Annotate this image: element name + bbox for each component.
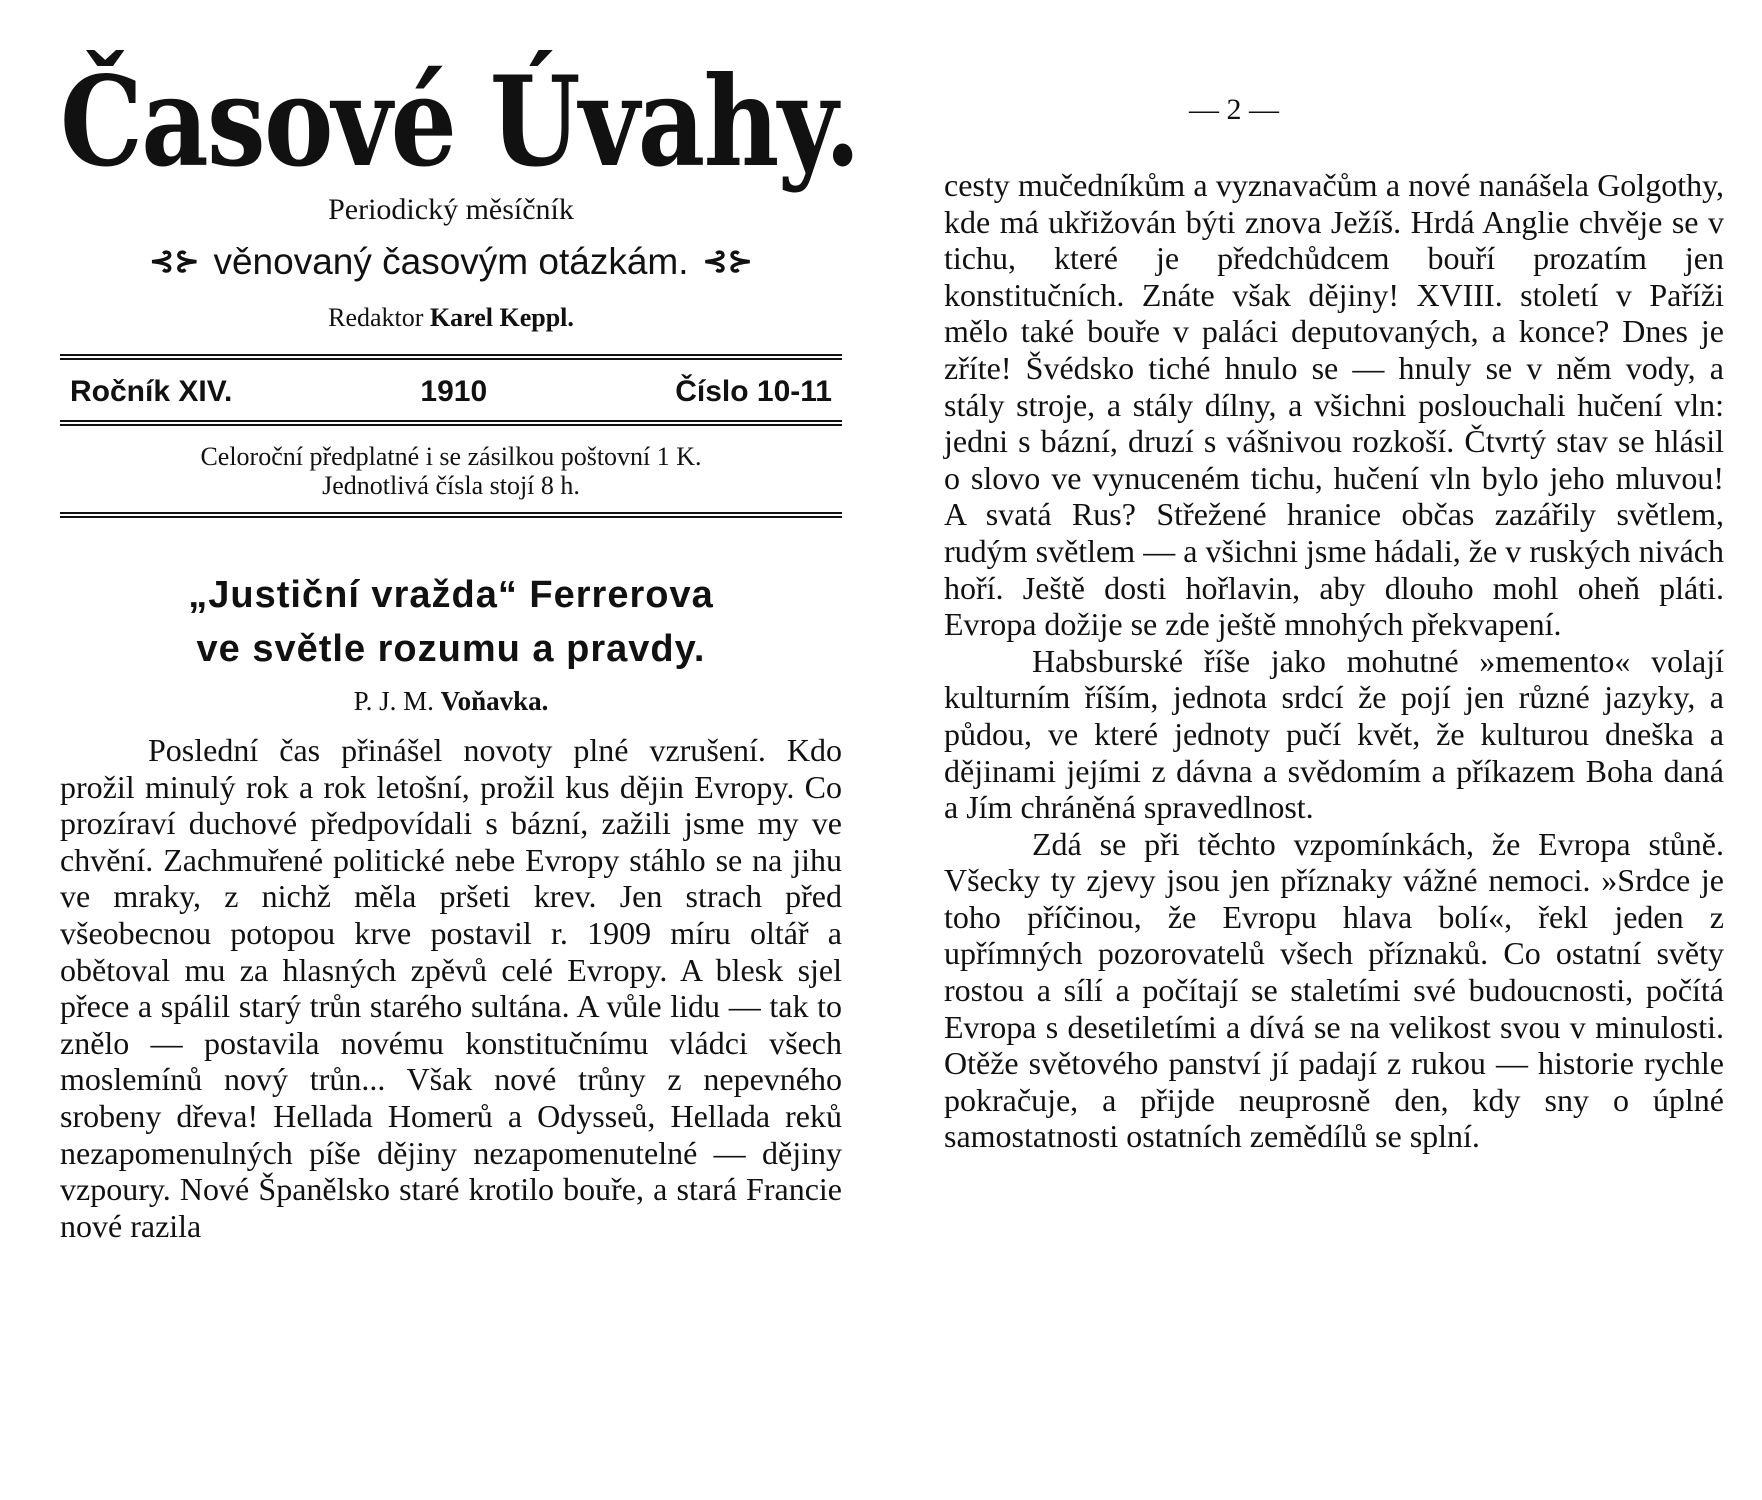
left-body-text — [60, 732, 842, 1244]
headline-line-1: „Justiční vražda“ Ferrerova — [188, 574, 714, 616]
subscription-line-2: Jednotlivá čísla stojí 8 h. — [322, 471, 580, 500]
editor-prefix: Redaktor — [328, 303, 424, 332]
author-prefix: P. J. M. — [353, 686, 434, 716]
headline-line-2: ve světle rozumu a pravdy. — [196, 628, 706, 670]
paragraph: Habsburské říše jako mohutné »memento« volají kulturním říším, jednota srdcí že pojí jen různé jazyky, a půdou, ve které jednoty pučí květ, že kulturou dneška a dějinami jejími z dávna a svědomím a příkazem Boha daná a Jím chráněná spravedlnost. — [944, 642, 1724, 826]
subscription-info — [60, 442, 842, 500]
year-label: 1910 — [420, 375, 488, 408]
right-body-text — [944, 167, 1724, 1155]
editor-line — [60, 302, 842, 334]
page-number: — 2 — — [1189, 93, 1279, 126]
masthead-dedication: věnovaný časovým otázkám. — [213, 241, 689, 282]
issue-label: Číslo 10-11 — [675, 375, 832, 408]
subscription-line-1: Celoroční předplatné i se zásilkou poštovní 1 K. — [200, 442, 702, 471]
paragraph: Zdá se při těchto vzpomínkách, že Evropa stůně. Všecky ty zjevy jsou jen příznaky vážné nemoci. »Srdce je toho příčinou, že Evropu hlava bolí«, řekl jeden z upřímných pozorovatelů všech příznaků. Co ostatní světy rostou a sílí a počítají se staletími své budoucnosti, počítá Evropa s desetiletími a dívá se na velikost svou v minulosti. Otěže světového panství jí padají z rukou — historie rychle pokračuje, a přijde neuprosně den, kdy sny o úplné samostatnosti ostatních zemědílů se splní. — [944, 825, 1724, 1155]
article-headline — [60, 568, 842, 676]
masthead-subtitle: Periodický měsíčník — [328, 193, 574, 226]
paragraph: cesty mučedníkům a vyznavačům a nové nanášela Golgothy, kde má ukřižován býti znova Ježíš. Hrdá Anglie chvěje se v tichu, které je předchůdcem bouří prozatím jen konstitučních. Znáte však dějiny! XVIII. století v Paříži mělo také bouře v paláci deputovaných, a konce? Dnes je zříte! Švédsko tiché hnulo se — hnuly se v něm vody, a stály stroje, a stály dílny, a všichni poslouchali hučení vln: jedni s bázní, druzí s vášnivou rozkoší. Čtvrtý stav se hlásil o slovo ve vynuceném tichu, hučení vln bylo jeho mluvou! A svatá Rus? Střežené hranice občas zazářily světlem, rudým světlem — a všichni jsme hádali, že v ruských nivách hoří. Ještě dosti hořlavin, aby dlouho mohl oheň pláti. Evropa dožije se zde ještě mnohých překvapení. — [944, 167, 1724, 643]
volume-label: Ročník XIV. — [70, 375, 233, 408]
ornament-left-icon: ⊰⊱ — [149, 245, 200, 278]
rule-bottom — [60, 512, 842, 518]
issue-info-row — [60, 372, 842, 412]
rule-middle — [60, 420, 842, 426]
masthead-title: Časové Úvahy. — [60, 50, 860, 195]
masthead-dedication-row — [60, 240, 842, 284]
article-author — [60, 684, 842, 718]
paragraph: Poslední čas přinášel novoty plné vzrušení. Kdo prožil minulý rok a rok letošní, prožil kus dějin Evropy. Co prozíraví duchové předpovídali s bázní, zažili jsme my ve chvění. Zachmuřené politické nebe Evropy stáhlo se na jihu ve mraky, z nichž měla pršeti krev. Jen strach před všeobecnou potopou krve postavil r. 1909 míru oltář a obětoval mu za hlasných zpěvů celé Evropy. A blesk sjel přece a spálil starý trůn starého sultána. A vůle lidu — tak to znělo — postavila novému konstitučnímu vládci všech moslemínů nový trůn... Však nové trůny z nepevného srobeny dřeva! Hellada Homerů a Odysseů, Hellada reků nezapomenulných píše dějiny nezapomenutelné — dějiny vzpoury. Nové Španělsko staré krotilo bouře, a stará Francie nové razila — [60, 732, 842, 1244]
author-name: Voňavka. — [440, 686, 549, 716]
rule-top — [60, 354, 842, 360]
editor-name: Karel Keppl. — [429, 303, 574, 332]
ornament-right-icon: ⊰⊱ — [702, 245, 753, 278]
